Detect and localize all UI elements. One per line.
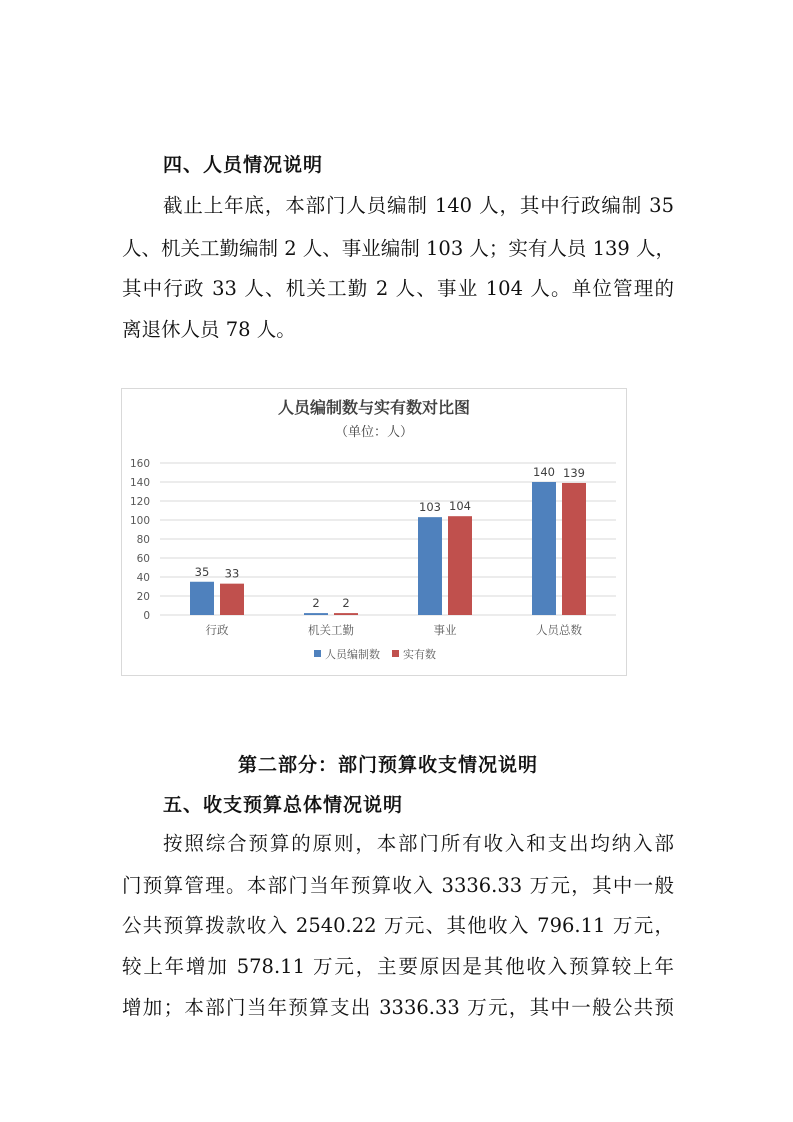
x-tick-label: 事业 [433, 623, 457, 637]
legend-swatch [314, 650, 321, 657]
data-label: 140 [533, 465, 555, 479]
data-label: 139 [563, 465, 585, 480]
x-tick-label: 机关工勤 [308, 623, 354, 637]
y-tick-label: 160 [129, 458, 150, 470]
y-tick-label: 80 [136, 534, 150, 546]
x-tick-label: 人员总数 [536, 623, 582, 637]
y-tick-label: 20 [136, 591, 150, 603]
bar [220, 584, 244, 615]
x-tick-label: 行政 [205, 623, 229, 637]
y-tick-label: 40 [136, 572, 150, 584]
legend-label: 实有数 [403, 648, 436, 661]
bar [418, 517, 442, 615]
section5-line-4: 较上年增加 578.11 万元，主要原因是其他收入预算较上年 [122, 955, 674, 978]
bar [304, 613, 328, 615]
part2-title: 第二部分：部门预算收支情况说明 [238, 754, 539, 776]
section4-line-3: 其中行政 33 人、机关工勤 2 人、事业 104 人。单位管理的 [122, 277, 674, 300]
section5-line-3: 公共预算拨款收入 2540.22 万元、其他收入 796.11 万元， [122, 914, 674, 937]
section4-line-2: 人、机关工勤编制 2 人、事业编制 103 人；实有人员 139 人， [122, 237, 676, 260]
section5-line-2: 门预算管理。本部门当年预算收入 3336.33 万元，其中一般 [122, 874, 674, 897]
section5-line-1: 按照综合预算的原则，本部门所有收入和支出均纳入部 [163, 832, 674, 855]
chart-title: 人员编制数与实有数对比图 [277, 398, 471, 417]
chart-subtitle: （单位：人） [334, 425, 414, 440]
data-label: 33 [224, 566, 240, 581]
legend [314, 647, 436, 661]
bar-chart [121, 388, 627, 676]
bar [562, 483, 586, 615]
data-label: 103 [419, 500, 441, 515]
legend-label: 人员编制数 [325, 648, 380, 661]
data-label: 104 [449, 499, 471, 514]
section5-heading: 五、收支预算总体情况说明 [163, 794, 404, 816]
y-tick-label: 60 [136, 553, 150, 565]
y-tick-label: 140 [129, 477, 150, 489]
y-tick-label: 100 [129, 515, 150, 527]
data-label: 2 [312, 596, 320, 611]
chart-svg [122, 389, 626, 675]
section4-line-4: 离退休人员 78 人。 [122, 318, 296, 341]
section5-line-5: 增加；本部门当年预算支出 3336.33 万元，其中一般公共预 [122, 996, 674, 1019]
section4-line-1: 截止上年底，本部门人员编制 140 人，其中行政编制 35 [163, 194, 674, 217]
bar [334, 613, 358, 615]
bar [532, 482, 556, 615]
section4-heading: 四、人员情况说明 [163, 154, 324, 176]
bar [448, 516, 472, 615]
legend-swatch [392, 650, 399, 657]
data-label: 35 [194, 564, 210, 579]
y-tick-label: 0 [143, 610, 150, 622]
data-label: 2 [342, 596, 350, 611]
y-tick-label: 120 [129, 496, 150, 508]
bar [190, 582, 214, 615]
bars-layer [190, 482, 586, 615]
